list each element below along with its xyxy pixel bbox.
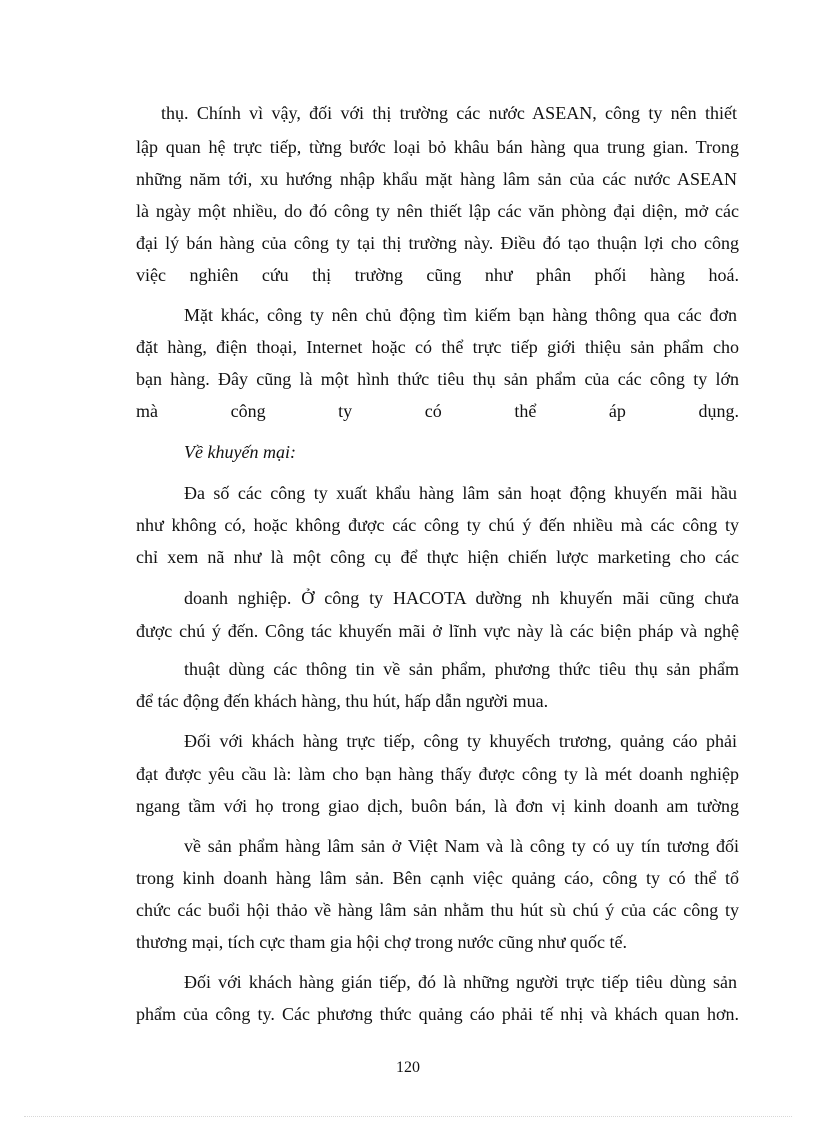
text-line: ngang tầm với họ trong giao dịch, buôn bán, là đơn vị kinh doanh am tường <box>136 796 739 816</box>
text-line: đặt hàng, điện thoại, Internet hoặc có thể trực tiếp giới thiệu sản phẩm cho <box>136 337 739 357</box>
text-line: về sản phẩm hàng lâm sản ở Việt Nam và là công ty có uy tín tương đối <box>184 836 739 856</box>
text-line: thương mại, tích cực tham gia hội chợ trong nước cũng như quốc tế. <box>136 932 627 952</box>
text-line: bạn hàng. Đây cũng là một hình thức tiêu thụ sản phẩm của các công ty lớn <box>136 369 739 389</box>
text-line: như không có, hoặc không được các công ty chú ý đến nhiều mà các công ty <box>136 515 739 535</box>
paragraph-first-line: Đối với khách hàng gián tiếp, đó là những người trực tiếp tiêu dùng sản <box>184 972 737 992</box>
text-line: thụ. Chính vì vậy, đối với thị trường các nước ASEAN, công ty nên thiết <box>161 103 737 123</box>
text-line: chức các buổi hội thảo về hàng lâm sản nhằm thu hút sù chú ý của các công ty <box>136 900 739 920</box>
paragraph-first-line: Đa số các công ty xuất khẩu hàng lâm sản hoạt động khuyến mãi hầu <box>184 483 737 503</box>
text-line: mà công ty có thể áp dụng. <box>136 401 739 421</box>
text-line: những năm tới, xu hướng nhập khẩu mặt hàng lâm sản của các nước ASEAN <box>136 169 737 189</box>
paragraph-first-line: Mặt khác, công ty nên chủ động tìm kiếm bạn hàng thông qua các đơn <box>184 305 737 325</box>
text-line: chỉ xem nã như là một công cụ để thực hiện chiến lược marketing cho các <box>136 547 739 567</box>
text-line: thuật dùng các thông tin về sản phẩm, phương thức tiêu thụ sản phẩm <box>184 659 739 679</box>
text-line: doanh nghiệp. Ở công ty HACOTA dường nh khuyến mãi cũng chưa <box>184 588 739 608</box>
text-line: đại lý bán hàng của công ty tại thị trường này. Điều đó tạo thuận lợi cho công <box>136 233 739 253</box>
text-line: để tác động đến khách hàng, thu hút, hấp dẫn người mua. <box>136 691 549 711</box>
text-line: đạt được yêu cầu là: làm cho bạn hàng thấy được công ty là mét doanh nghiệp <box>136 764 739 784</box>
text-line: phẩm của công ty. Các phương thức quảng cáo phải tế nhị và khách quan hơn. <box>136 1004 739 1024</box>
footer-divider <box>24 1116 792 1117</box>
section-heading: Về khuyến mại: <box>184 442 296 462</box>
text-line: trong kinh doanh hàng lâm sản. Bên cạnh việc quảng cáo, công ty có thể tổ <box>136 868 739 888</box>
text-line: là ngày một nhiều, do đó công ty nên thiết lập các văn phòng đại diện, mở các <box>136 201 739 221</box>
text-line: được chú ý đến. Công tác khuyến mãi ở lĩnh vực này là các biện pháp và nghệ <box>136 621 739 641</box>
paragraph-first-line: Đối với khách hàng trực tiếp, công ty khuyếch trương, quảng cáo phải <box>184 731 737 751</box>
text-line: việc nghiên cứu thị trường cũng như phân phối hàng hoá. <box>136 265 739 285</box>
text-line: lập quan hệ trực tiếp, từng bước loại bỏ khâu bán hàng qua trung gian. Trong <box>136 137 739 157</box>
page-number: 120 <box>396 1059 420 1076</box>
